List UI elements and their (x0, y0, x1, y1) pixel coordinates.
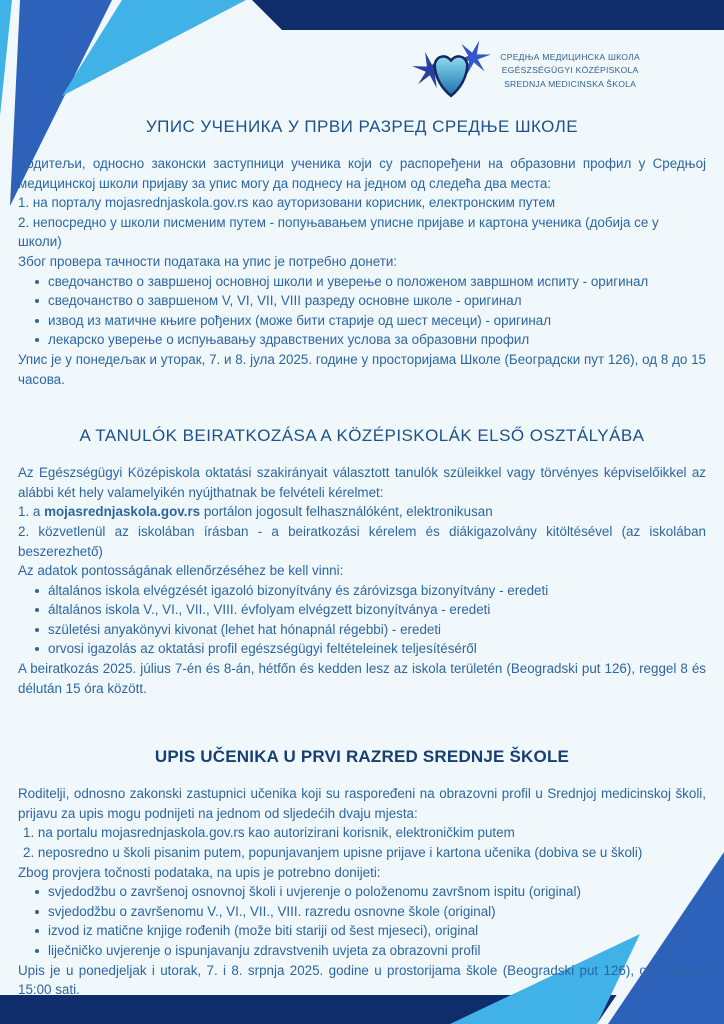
list-item: általános iskola elvégzését igazoló bizonyítvány és záróvizsga bizonyítvány - eredeti (48, 581, 706, 601)
list-item: извод из матичне књиге рођених (може бити старије од шест месеци) - оригинал (48, 311, 706, 331)
list-item: сведочанство о завршеној основној школи и уверење о положеном завршном испиту - оригинал (48, 272, 706, 292)
item1-suffix: као ауторизовани корисник, електронским путем (248, 195, 556, 211)
closing-paragraph: A beiratkozás 2025. július 7-én és 8-án, hétfőn és kedden lesz az iskola területén (Beogradski put 126), reggel 8 és délután 15 óra között. (18, 661, 706, 696)
numbered-item-1 (18, 193, 706, 213)
numbered-item-1 (18, 823, 706, 843)
documents-list (18, 581, 706, 659)
documents-label: Az adatok pontosságának ellenőrzéséhez be kell vinni: (18, 563, 344, 579)
section-title-cyrillic: УПИС УЧЕНИКА У ПРВИ РАЗРЕД СРЕДЊЕ ШКОЛЕ (145, 117, 579, 136)
list-item: сведочанство о завршеном V, VI, VII, VIII разреду основне школе - оригинал (48, 291, 706, 311)
top-navy-band-shape (252, 0, 724, 30)
school-name-serbian-cyrillic: СРЕДЊА МЕДИЦИНСКА ШКОЛА (500, 52, 640, 63)
list-item: orvosi igazolás az oktatási profil egészségügyi feltételeinek teljesítéséről (48, 639, 706, 659)
list-item: izvod iz matične knjige rođenih (može biti stariji od šest mjeseci), original (48, 921, 706, 941)
closing-paragraph: Упис је у понедељак и уторак, 7. и 8. јула 2025. године у просторијама Школе (Београдски пут 126), од 8 до 15 часова. (18, 351, 706, 387)
school-logo-icon (407, 40, 495, 102)
intro-paragraph: Az Egészségügyi Középiskola oktatási szakirányait választott tanulók szüleikkel vagy törvényes képviselőikkel az alábbi két hely valamelyikén nyújthatnak be felvételi kérelmet: (18, 465, 706, 500)
closing-paragraph: Upis je u ponedjeljak i utorak, 7. i 8. srpnja 2025. godine u prostorijama škole (Beogradski put 126), od 8:00 do 15:00 sati. (18, 962, 706, 998)
documents-label: Због провера тачности података на упис је потребно донети: (18, 253, 398, 269)
item1-suffix: portálon jogosult felhasználóként, elektronikusan (200, 504, 493, 520)
item1-prefix: 1. на порталу (18, 195, 105, 211)
documents-list (18, 272, 706, 350)
documents-label: Zbog provjera točnosti podataka, na upis je potrebno donijeti: (18, 864, 381, 880)
school-name-serbian-latin: SREDNJA MEDICINSKA ŠKOLA (504, 78, 637, 89)
section-serbian-latin (18, 747, 706, 1000)
school-name-hungarian: EGÉSZSÉGÜGYI KÖZÉPISKOLA (501, 65, 639, 76)
list-item: лекарско уверење о испуњавању здравствених услова за образовни профил (48, 330, 706, 350)
portal-url-text: mojasrednjaskola.gov.rs (101, 825, 245, 841)
numbered-item-2: 2. neposredno u školi pisanim putem, popunjavanjem upisne prijave i kartona učenika (dobiva se u školi) (23, 845, 643, 861)
item1-prefix: 1. a (18, 504, 45, 520)
section-title-latin: UPIS UČENIKA U PRVI RAZRED SREDNJE ŠKOLE (154, 747, 570, 767)
portal-url-text: mojasrednjaskola.gov.rs (44, 504, 201, 520)
documents-list (18, 882, 706, 960)
heart-shield-icon (435, 56, 468, 95)
intro-paragraph: Roditelji, odnosno zakonski zastupnici učenika koji su raspoređeni na obrazovni profil u Srednjoj medicinskoj školi, prijavu za upis mogu podnijeti na jednom od sljedećih dvaju mjesta: (18, 786, 706, 821)
numbered-item-2: 2. közvetlenül az iskolában írásban - a beiratkozási kérelem és diákigazolvány kitöltésével (az iskolában beszerezhető) (18, 523, 706, 559)
list-item: születési anyakönyvi kivonat (lehet hat hónapnál régebbi) - eredeti (48, 620, 706, 640)
school-name-block (500, 51, 640, 91)
school-logo (18, 40, 640, 102)
section-title-hungarian: A TANULÓK BEIRATKOZÁSA A KÖZÉPISKOLÁK ELSŐ OSZTÁLYÁBA (79, 426, 645, 446)
list-item: svjedodžbu o završenomu V., VI., VII., VIII. razredu osnovne škole (original) (48, 902, 706, 922)
item1-suffix: kao autorizirani korisnik, elektroničkim putem (244, 825, 515, 841)
section-serbian-cyrillic (18, 117, 706, 389)
numbered-item-2: 2. непосредно у школи писменим путем - попуњавањем уписне пријаве и картона ученика (добија се у школи) (18, 214, 659, 250)
portal-url-text: mojasrednjaskola.gov.rs (104, 195, 249, 211)
section-hungarian (18, 426, 706, 698)
numbered-item-1 (18, 502, 706, 522)
list-item: liječničko uvjerenje o ispunjavanju zdravstvenih uvjeta za obrazovni profil (48, 941, 706, 961)
list-item: általános iskola V., VI., VII., VIII. évfolyam elvégzett bizonyítványa - eredeti (48, 600, 706, 620)
item1-prefix: 1. na portalu (23, 825, 102, 841)
list-item: svjedodžbu o završenoj osnovnoj školi i uvjerenje o položenomu završnom ispitu (original) (48, 882, 706, 902)
intro-paragraph: Родитељи, односно законски заступници ученика који су распоређени на образовни профил у Средњој медицинској школи пријаву за упис могу да поднесу на једном од следећа два места: (18, 156, 706, 191)
document-content (0, 40, 724, 1000)
